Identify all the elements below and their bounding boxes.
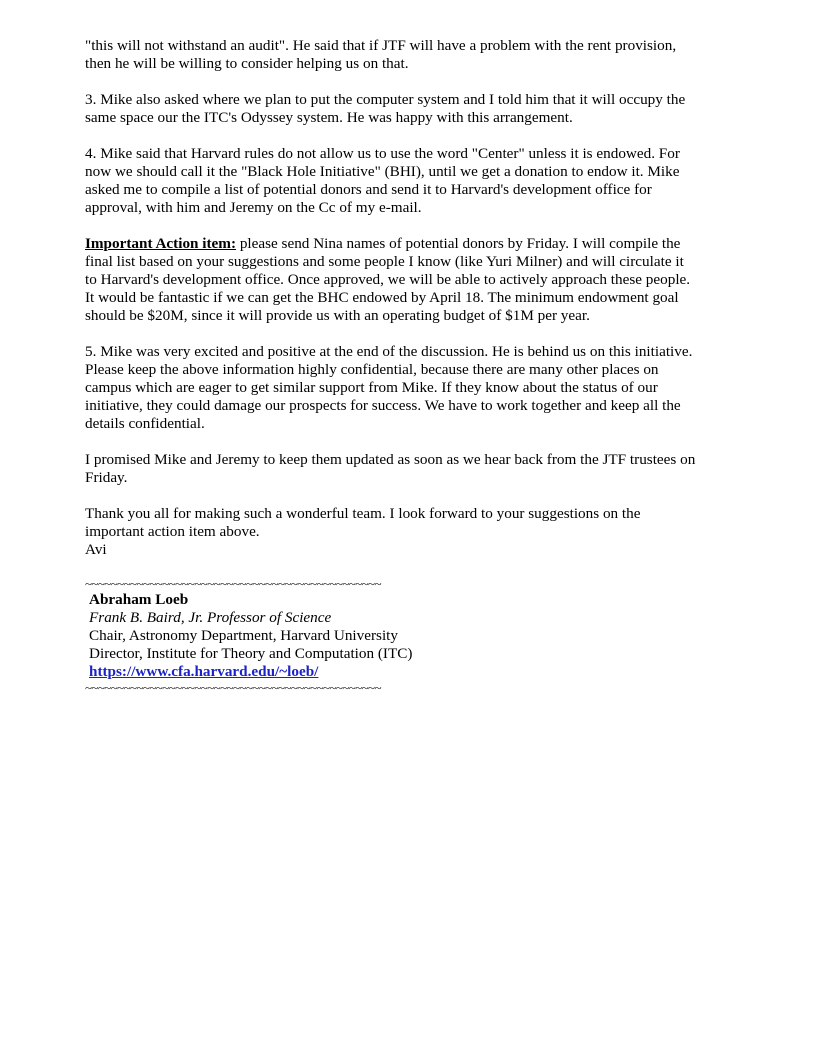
- email-body: [85, 37, 735, 695]
- text-line: Please keep the above information highly confidential, because there are many other places on: [85, 361, 659, 378]
- signature-title: Frank B. Baird, Jr. Professor of Science: [89, 609, 332, 626]
- text-line: I promised Mike and Jeremy to keep them updated as soon as we hear back from the JTF trustees on: [85, 451, 696, 468]
- signature-website-link[interactable]: https://www.cfa.harvard.edu/~loeb/: [89, 663, 319, 680]
- signature-name: Abraham Loeb: [89, 591, 189, 608]
- text-line: approval, with him and Jeremy on the Cc of my e-mail.: [85, 199, 422, 216]
- signature-affiliation-director: Director, Institute for Theory and Computation (ITC): [89, 645, 413, 662]
- signature-divider-bottom: ~~~~~~~~~~~~~~~~~~~~~~~~~~~~~~~~~~~~~~~~~~~~~~: [85, 681, 381, 695]
- paragraph-center-naming: [85, 145, 735, 217]
- paragraph-confidential: [85, 343, 735, 433]
- text-line: "this will not withstand an audit". He said that if JTF will have a problem with the rent provision,: [85, 37, 677, 54]
- text-line: 3. Mike also asked where we plan to put the computer system and I told him that it will occupy the: [85, 91, 686, 108]
- text-line: important action item above.: [85, 523, 260, 540]
- sender-signoff: Avi: [85, 541, 107, 558]
- text-line: same space our the ITC's Odyssey system. He was happy with this arrangement.: [85, 109, 573, 126]
- text-line: now we should call it the "Black Hole Initiative" (BHI), until we get a donation to endow it. Mike: [85, 163, 680, 180]
- paragraph-closing: [85, 505, 735, 559]
- text-line: final list based on your suggestions and some people I know (like Yuri Milner) and will circulate it: [85, 253, 684, 270]
- paragraph-rent-provision: [85, 37, 735, 73]
- text-line: 5. Mike was very excited and positive at the end of the discussion. He is behind us on this initiative.: [85, 343, 693, 360]
- email-signature: [85, 577, 735, 695]
- text-line: [85, 235, 735, 253]
- text-line: initiative, they could damage our prospects for success. We have to work together and keep all the: [85, 397, 681, 414]
- text-line: asked me to compile a list of potential donors and send it to Harvard's development office for: [85, 181, 652, 198]
- text-line: 4. Mike said that Harvard rules do not allow us to use the word "Center" unless it is endowed. For: [85, 145, 680, 162]
- paragraph-computer-system: [85, 91, 735, 127]
- action-item-text: please send Nina names of potential donors by Friday. I will compile the: [236, 235, 681, 252]
- signature-divider-top: ~~~~~~~~~~~~~~~~~~~~~~~~~~~~~~~~~~~~~~~~~~~~~~: [85, 577, 381, 591]
- text-line: Thank you all for making such a wonderful team. I look forward to your suggestions on the: [85, 505, 641, 522]
- text-line: details confidential.: [85, 415, 205, 432]
- text-line: should be $20M, since it will provide us with an operating budget of $1M per year.: [85, 307, 590, 324]
- action-item-label: Important Action item:: [85, 235, 237, 252]
- text-line: Friday.: [85, 469, 128, 486]
- paragraph-updates: [85, 451, 735, 487]
- signature-affiliation-chair: Chair, Astronomy Department, Harvard University: [89, 627, 398, 644]
- text-line: then he will be willing to consider helping us on that.: [85, 55, 409, 72]
- paragraph-action-item: [85, 235, 735, 325]
- text-line: to Harvard's development office. Once approved, we will be able to actively approach these people.: [85, 271, 691, 288]
- text-line: It would be fantastic if we can get the BHC endowed by April 18. The minimum endowment goal: [85, 289, 679, 306]
- text-line: campus which are eager to get similar support from Mike. If they know about the status of our: [85, 379, 658, 396]
